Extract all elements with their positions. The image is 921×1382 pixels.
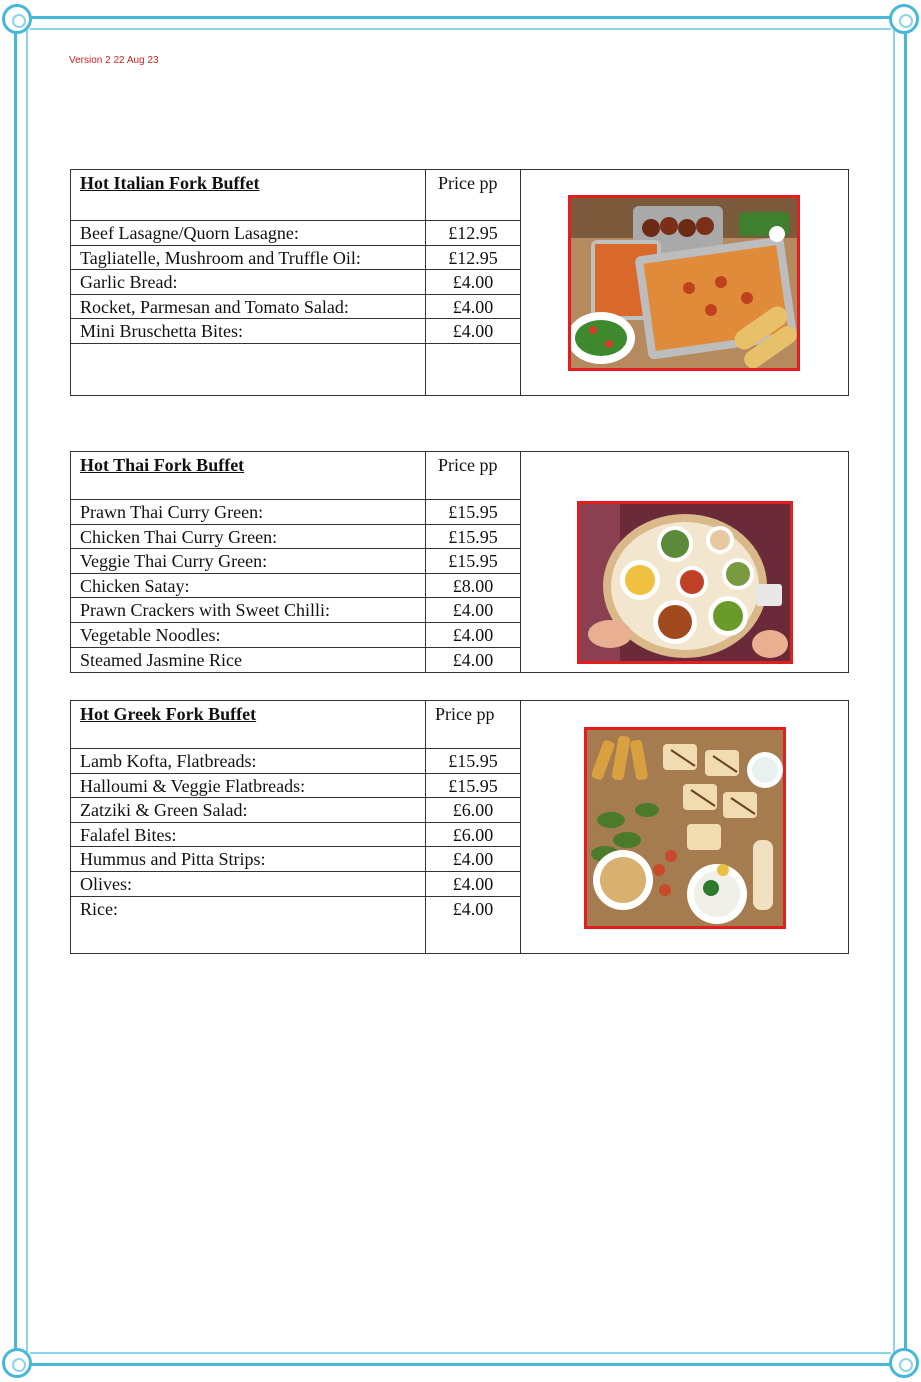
photo-cell <box>521 170 848 395</box>
items-column <box>71 701 426 953</box>
item-name: Hummus and Pitta Strips: <box>71 847 425 872</box>
border-right-inner <box>893 30 895 1352</box>
item-name: Veggie Thai Curry Green: <box>71 549 425 574</box>
item-name: Halloumi & Veggie Flatbreads: <box>71 774 425 799</box>
border-left <box>14 18 17 1364</box>
item-name: Falafel Bites: <box>71 823 425 848</box>
item-price: £15.95 <box>426 525 520 550</box>
corner-ornament-icon <box>889 4 919 34</box>
item-name: Prawn Crackers with Sweet Chilli: <box>71 598 425 623</box>
photo-cell <box>521 452 848 672</box>
greek-platter-image-icon <box>587 730 783 926</box>
item-price: £4.00 <box>426 270 520 295</box>
item-name: Rice: <box>80 898 118 919</box>
greek-buffet-photo <box>584 727 786 929</box>
border-top-inner <box>30 28 891 30</box>
version-note: Version 2 22 Aug 23 <box>69 55 159 66</box>
items-column <box>71 452 426 672</box>
menu-table-italian <box>70 169 849 396</box>
thai-platter-image-icon <box>580 504 790 661</box>
item-price: £15.95 <box>426 749 520 774</box>
item-price: £4.00 <box>426 295 520 320</box>
price-header: Price pp <box>426 170 520 221</box>
item-name: Beef Lasagne/Quorn Lasagne: <box>71 221 425 246</box>
item-name: Mini Bruschetta Bites: <box>71 319 425 344</box>
item-name: Zatziki & Green Salad: <box>71 798 425 823</box>
price-header: Price pp <box>426 701 520 749</box>
photo-cell <box>521 701 848 953</box>
corner-ornament-icon <box>2 4 32 34</box>
border-bottom-inner <box>30 1352 891 1354</box>
price-header: Price pp <box>426 452 520 500</box>
item-name: Olives: <box>71 872 425 897</box>
item-name: Garlic Bread: <box>71 270 425 295</box>
item-name: Chicken Satay: <box>71 574 425 599</box>
item-price: £4.00 <box>452 898 494 919</box>
border-top <box>18 16 903 19</box>
item-price: £12.95 <box>426 246 520 271</box>
item-price: £4.00 <box>426 598 520 623</box>
item-price: £4.00 <box>426 623 520 648</box>
border-bottom <box>18 1363 903 1366</box>
item-name: Lamb Kofta, Flatbreads: <box>71 749 425 774</box>
menu-table-greek <box>70 700 849 954</box>
item-price: £15.95 <box>426 500 520 525</box>
item-price: £12.95 <box>426 221 520 246</box>
menu-title: Hot Italian Fork Buffet <box>71 170 425 221</box>
item-name: Vegetable Noodles: <box>71 623 425 648</box>
border-left-inner <box>26 30 28 1352</box>
corner-ornament-icon <box>2 1348 32 1378</box>
item-price: £4.00 <box>426 847 520 872</box>
menu-title: Hot Thai Fork Buffet <box>71 452 425 500</box>
menu-title: Hot Greek Fork Buffet <box>71 701 425 749</box>
items-column <box>71 170 426 395</box>
prices-column <box>426 170 521 395</box>
prices-column <box>426 701 521 953</box>
italian-buffet-photo <box>568 195 800 371</box>
prices-column <box>426 452 521 672</box>
item-price: £15.95 <box>426 774 520 799</box>
item-price: £8.00 <box>426 574 520 599</box>
item-name: Tagliatelle, Mushroom and Truffle Oil: <box>71 246 425 271</box>
lasagne-image-icon <box>571 198 797 368</box>
item-name: Steamed Jasmine Rice <box>80 649 242 670</box>
item-price: £6.00 <box>426 823 520 848</box>
item-price: £6.00 <box>426 798 520 823</box>
item-name: Prawn Thai Curry Green: <box>71 500 425 525</box>
corner-ornament-icon <box>889 1348 919 1378</box>
item-name: Rocket, Parmesan and Tomato Salad: <box>71 295 425 320</box>
thai-buffet-photo <box>577 501 793 664</box>
item-price: £4.00 <box>452 649 494 670</box>
item-price: £15.95 <box>426 549 520 574</box>
item-price: £4.00 <box>426 319 520 344</box>
border-right <box>904 18 907 1364</box>
item-name: Chicken Thai Curry Green: <box>71 525 425 550</box>
menu-table-thai <box>70 451 849 673</box>
item-price: £4.00 <box>426 872 520 897</box>
